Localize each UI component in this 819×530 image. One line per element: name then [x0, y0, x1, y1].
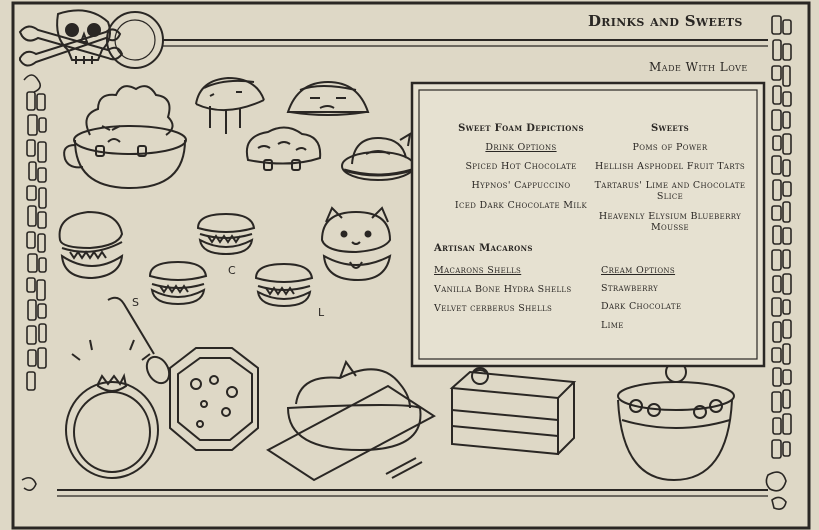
drink-item: Spiced Hot Chocolate — [465, 161, 577, 172]
cream-item: Strawberry — [601, 283, 659, 294]
fruit-tart-bowl-icon — [170, 348, 258, 450]
cream-item: Lime — [601, 320, 624, 331]
drink-item: Hypnos' Cappuccino — [471, 180, 571, 191]
stone-border-left — [22, 75, 46, 490]
sweets-heading: Sweets — [650, 123, 690, 134]
foam-cup-face-icon — [64, 86, 186, 188]
sweet-item: Tartarus' Lime and Chocolate Slice — [594, 180, 746, 202]
stone-border-right — [766, 16, 791, 509]
cream-options-label: Cream Options — [601, 265, 676, 276]
layered-slice-icon — [452, 368, 574, 454]
sweet-item: Hellish Asphodel Fruit Tarts — [595, 161, 745, 172]
macarons-shells-label: Macarons Shells — [434, 265, 522, 276]
macaron-small-icon — [256, 264, 312, 306]
menu-panel — [412, 83, 764, 366]
macaron-hydra-icon — [60, 212, 122, 278]
skull-emblem-icon — [20, 10, 163, 68]
foam-head-icon — [196, 78, 264, 134]
pomegranate-ring-icon — [66, 340, 158, 478]
illustration-letter-s: S — [132, 296, 139, 309]
macaron-item: Vanilla Bone Hydra Shells — [434, 284, 572, 295]
sweet-item: Poms of Power — [632, 142, 708, 153]
spoon-icon — [108, 298, 174, 387]
dome-pastry-icon — [288, 82, 368, 115]
helmet-foam-icon — [342, 134, 414, 180]
drinks-heading: Sweet Foam Depictions — [458, 123, 584, 134]
drink-item: Iced Dark Chocolate Milk — [454, 200, 588, 211]
macaron-small-icon — [198, 214, 254, 254]
macaron-small-icon — [150, 262, 206, 304]
sponge-cake-icon — [247, 127, 320, 170]
cake-slice-plate-icon — [268, 362, 434, 480]
page-subtitle: Made With Love — [649, 60, 748, 74]
illustration-letter-c: C — [228, 264, 236, 277]
macaron-cat-icon — [322, 208, 390, 280]
illustration-letter-l: L — [318, 306, 325, 319]
macaron-item: Velvet cerberus Shells — [434, 303, 553, 314]
cream-item: Dark Chocolate — [601, 301, 682, 312]
macarons-heading: Artisan Macarons — [434, 243, 533, 254]
sweet-item: Heavenly Elysium Blueberry Mousse — [598, 211, 742, 233]
page-title: Drinks and Sweets — [588, 12, 743, 30]
drink-options-label: Drink Options — [485, 142, 557, 153]
